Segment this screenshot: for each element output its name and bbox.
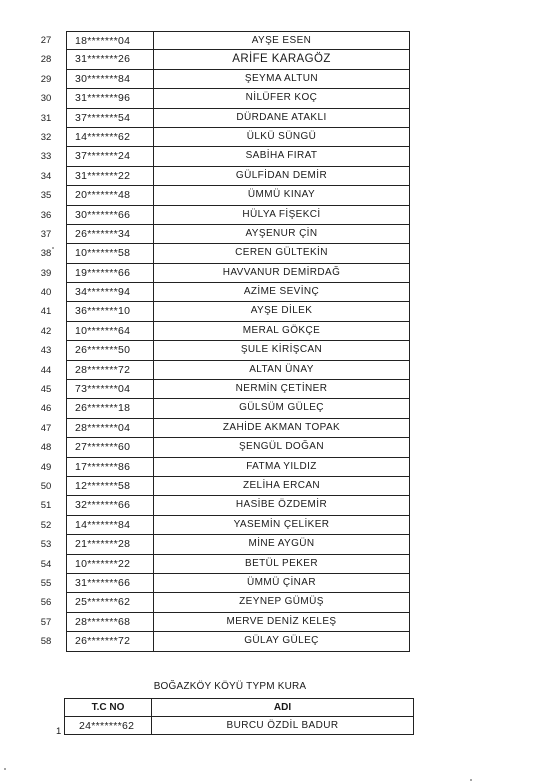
row-number: 42 xyxy=(40,325,52,337)
row-number: 52 xyxy=(40,519,52,531)
row-number: 49 xyxy=(40,461,52,473)
table-header-row xyxy=(65,699,414,717)
tc-no-cell: 25*******62 xyxy=(67,593,154,611)
row-cells xyxy=(66,50,410,69)
tc-no-cell: 19*******66 xyxy=(67,264,154,282)
name-cell: ZAHİDE AKMAN TOPAK xyxy=(222,421,341,433)
name-cell: ZELİHA ERCAN xyxy=(242,479,321,491)
tc-no-cell: 10*******64 xyxy=(67,322,154,340)
tc-no-cell: 26*******18 xyxy=(67,399,154,417)
row-cells xyxy=(66,438,410,457)
tc-no-cell: 10*******22 xyxy=(67,555,154,573)
row-cells xyxy=(66,167,410,186)
row-number: 28 xyxy=(40,54,52,66)
row-cells xyxy=(66,477,410,496)
name-cell: NERMİN ÇETİNER xyxy=(235,383,328,395)
tc-no-cell: 31*******66 xyxy=(67,574,154,592)
scan-speck xyxy=(52,247,54,249)
row-number: 35 xyxy=(40,190,52,202)
name-cell: ARİFE KARAGÖZ xyxy=(232,53,331,66)
name-cell: ÜLKÜ SÜNGÜ xyxy=(246,130,317,142)
name-cell: ÜMMÜ KINAY xyxy=(247,189,316,201)
row-number: 54 xyxy=(40,558,52,570)
row-number: 47 xyxy=(40,422,52,434)
tc-no-cell: 32*******66 xyxy=(67,496,154,514)
row-number: 30 xyxy=(40,93,52,105)
name-cell: ŞEYMA ALTUN xyxy=(244,72,319,84)
row-number: 27 xyxy=(40,35,52,46)
row-cells xyxy=(66,225,410,244)
row-number: 43 xyxy=(40,345,52,357)
row-cells xyxy=(66,283,410,302)
row-cells xyxy=(66,555,410,574)
row-number: 41 xyxy=(40,306,52,318)
name-cell: HASİBE ÖZDEMİR xyxy=(235,499,328,511)
row-cells xyxy=(66,361,410,380)
row-number: 29 xyxy=(40,73,52,85)
row-cells xyxy=(66,206,410,225)
name-cell: AYŞENUR ÇİN xyxy=(245,227,318,239)
row-cells xyxy=(66,244,410,263)
name-cell: GÜLFİDAN DEMİR xyxy=(235,169,328,181)
tc-no-cell: 12*******58 xyxy=(67,477,154,495)
name-cell: AZİME SEVİNÇ xyxy=(243,286,320,298)
tc-no-cell: 31*******26 xyxy=(67,50,154,68)
column-header-name: ADI xyxy=(152,699,414,717)
row-number: 40 xyxy=(40,287,52,299)
name-cell: HÜLYA FİŞEKCİ xyxy=(242,208,321,220)
name-cell: BURCU ÖZDİL BADUR xyxy=(152,717,414,735)
row-cells xyxy=(66,496,410,515)
row-number: 48 xyxy=(40,442,52,454)
tc-no-cell: 36*******10 xyxy=(67,302,154,320)
row-number: 44 xyxy=(40,364,52,376)
name-cell: ŞULE KİRİŞCAN xyxy=(240,344,323,356)
column-header-tc: T.C NO xyxy=(65,699,152,717)
tc-no-cell: 27*******60 xyxy=(67,438,154,456)
tc-no-cell: 28*******72 xyxy=(67,361,154,379)
row-cells xyxy=(66,458,410,477)
tc-no-cell: 20*******48 xyxy=(67,186,154,204)
tc-no-cell: 73*******04 xyxy=(67,380,154,398)
row-cells xyxy=(66,632,410,651)
row-cells xyxy=(66,264,410,283)
scan-speck xyxy=(4,768,6,770)
row-number: 53 xyxy=(40,539,52,551)
name-cell: GÜLAY GÜLEÇ xyxy=(244,635,319,647)
tc-no-cell: 26*******34 xyxy=(67,225,154,243)
row-number: 32 xyxy=(40,131,52,143)
row-number: 39 xyxy=(40,267,52,279)
name-cell: AYŞE ESEN xyxy=(251,35,312,46)
row-cells xyxy=(66,419,410,438)
row-number: 36 xyxy=(40,209,52,221)
row-cells xyxy=(66,341,410,360)
tc-no-cell: 28*******04 xyxy=(67,419,154,437)
tc-no-cell: 10*******58 xyxy=(67,244,154,262)
row-cells xyxy=(66,574,410,593)
row-cells xyxy=(66,147,410,166)
tc-no-cell: 14*******62 xyxy=(67,128,154,146)
name-cell: ÜMMÜ ÇİNAR xyxy=(247,576,316,588)
row-number: 37 xyxy=(40,228,52,240)
row-cells xyxy=(66,109,410,128)
tc-no-cell: 17*******86 xyxy=(67,458,154,476)
tc-no-cell: 28*******68 xyxy=(67,613,154,631)
name-cell: MİNE AYGÜN xyxy=(248,538,315,550)
row-number: 56 xyxy=(40,597,52,609)
row-number: 1 xyxy=(56,726,62,737)
tc-no-cell: 26*******50 xyxy=(67,341,154,359)
row-number: 33 xyxy=(40,151,52,163)
row-cells xyxy=(66,613,410,632)
row-cells xyxy=(66,322,410,341)
name-cell: ZEYNEP GÜMÜŞ xyxy=(239,596,324,608)
row-cells xyxy=(66,128,410,147)
tc-no-cell: 30*******66 xyxy=(67,206,154,224)
row-number: 58 xyxy=(40,636,52,648)
name-cell: NİLÜFER KOÇ xyxy=(245,92,318,104)
row-number: 46 xyxy=(40,403,52,415)
name-cell: BETÜL PEKER xyxy=(245,557,318,569)
tc-no-cell: 37*******54 xyxy=(67,109,154,127)
section-title: BOĞAZKÖY KÖYÜ TYPM KURA xyxy=(153,681,307,692)
row-cells xyxy=(66,516,410,535)
row-cells xyxy=(66,70,410,89)
row-cells xyxy=(66,89,410,108)
name-cell: CEREN GÜLTEKİN xyxy=(235,247,328,259)
row-cells xyxy=(66,535,410,554)
row-number: 51 xyxy=(40,500,52,512)
row-number: 50 xyxy=(40,480,52,492)
row-number: 57 xyxy=(40,616,52,628)
tc-no-cell: 18*******04 xyxy=(67,32,154,49)
tc-no-cell: 26*******72 xyxy=(67,632,154,650)
name-cell: AYŞE DİLEK xyxy=(250,305,313,317)
name-cell: MERAL GÖKÇE xyxy=(242,324,321,336)
row-cells xyxy=(66,186,410,205)
name-cell: DÜRDANE ATAKLI xyxy=(236,111,327,123)
tc-no-cell: 24*******62 xyxy=(65,717,152,735)
name-cell: SABİHA FIRAT xyxy=(245,150,318,162)
name-cell: YASEMİN ÇELİKER xyxy=(233,518,330,530)
name-cell: HAVVANUR DEMİRDAĞ xyxy=(222,266,341,278)
tc-no-cell: 31*******96 xyxy=(67,89,154,107)
tc-no-cell: 14*******84 xyxy=(67,516,154,534)
name-cell: ALTAN ÜNAY xyxy=(249,363,314,375)
row-number: 38 xyxy=(40,248,52,260)
row-number: 31 xyxy=(40,112,52,124)
row-cells xyxy=(66,31,410,50)
row-number: 55 xyxy=(40,577,52,589)
row-cells xyxy=(66,399,410,418)
tc-no-cell: 31*******22 xyxy=(67,167,154,185)
table-row xyxy=(65,717,414,735)
tc-no-cell: 34*******94 xyxy=(67,283,154,301)
row-number: 34 xyxy=(40,170,52,182)
row-cells xyxy=(66,302,410,321)
tc-no-cell: 37*******24 xyxy=(67,147,154,165)
name-cell: FATMA YILDIZ xyxy=(246,460,317,472)
tc-no-cell: 30*******84 xyxy=(67,70,154,88)
name-cell: GÜLSÜM GÜLEÇ xyxy=(239,402,324,414)
row-cells xyxy=(66,593,410,612)
name-cell: ŞENGÜL DOĞAN xyxy=(238,441,324,453)
name-cell: MERVE DENİZ KELEŞ xyxy=(226,615,337,627)
kura-table xyxy=(64,698,414,735)
row-cells xyxy=(66,380,410,399)
tc-no-cell: 21*******28 xyxy=(67,535,154,553)
row-number: 45 xyxy=(40,384,52,396)
